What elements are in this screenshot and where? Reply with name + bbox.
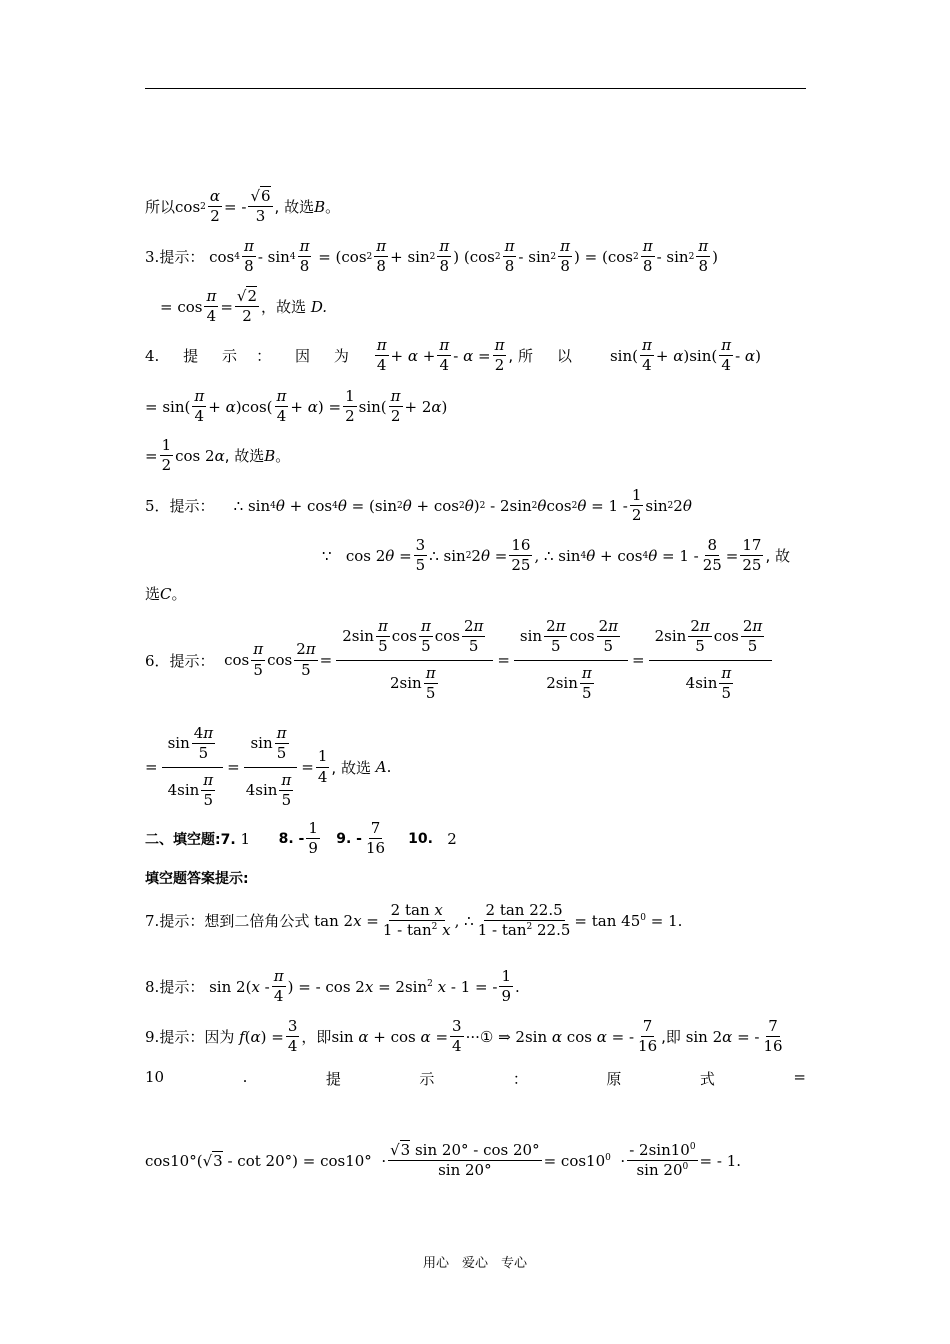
line-12: 二、填空题:7. 1 8. - $\frac{1}{9}$ 9. - $\frac{7}{16}$ 10. 2 [145, 819, 457, 858]
line-7: 5． 提示： ∴ sin 4 θ + cos 4 θ = (sin 2 θ + cos 2 θ) 2 - 2sin 2 θcos 2 θ = 1 - $\frac{1}{2}$ sin 2 2θ [145, 486, 692, 525]
line-3: = cos $\frac{\pi}{4}$ = $\frac{√2}{2}$ ，故选 D. [160, 287, 328, 326]
line-17: 10 . 提 示 ： 原 式 = [145, 1068, 806, 1088]
line-15: 8. 提示： sin 2(x - $\frac{\pi}{4}$ ) = - $\cos 2x = 2\sin^2$ x - 1 = - $\frac{1}{9}$ . [145, 967, 520, 1006]
line-8: ∵ cos 2θ = $\frac{3}{5}$ ∴ sin 2 2θ = $\frac{16}{25}$ , ∴ sin 4 θ + cos 4 θ = 1 - $\frac{8}{25}$ = $\frac{17}{25}$ , 故 [322, 536, 791, 575]
line-10: 6． 提示： cos $\frac{\pi}{5}$ cos $\frac{2\pi}{5}$ = 2sin $\frac{\pi}{5}$ cos $\frac{\pi}{5}$ cos $\frac{2\pi}{5}$ 2sin $\frac{\pi}{5}$ = sin $\frac{2\pi}{5}$ cos $\frac{2\pi}{5}$ 2sin $\frac{\pi}{5}$ = 2sin $\frac{2\pi}{5}$ cos $\frac{2\pi}{5}$ 4sin $\frac{\pi}{5}$ [145, 618, 776, 702]
line-18: cos10°(√3 - cot 20°) = cos10° · $\frac{√3 \sin 20^\circ - \cos 20^\circ}{\sin 20^\circ}$ = $\cos 10^0$ · $\frac{- 2\sin 10^0}{\sin 20^0}$ = - 1. [145, 1141, 742, 1180]
line-6: = $\frac{1}{2}$ cos 2α , 故选 B 。 [145, 436, 291, 475]
line-11: = sin $\frac{4\pi}{5}$ 4sin $\frac{\pi}{5}$ = sin $\frac{\pi}{5}$ 4sin $\frac{\pi}{5}$ = $\frac{1}{4}$ , 故选 A . [145, 724, 392, 809]
line-16: 9. 提示：因为 f(α) = $\frac{3}{4}$ ，即 sin α + cos α = $\frac{3}{4}$ ···① ⇒ 2sin α cos α = - $\frac{7}{16}$ ,即 sin 2α = - $\frac{7}{16}$ [145, 1017, 783, 1056]
line-5: = sin( $\frac{\pi}{4}$ + α)cos( $\frac{\pi}{4}$ + α) = $\frac{1}{2}$ sin( $\frac{\pi}{2}$ + 2α) [145, 387, 448, 426]
line-9: 选 C 。 [145, 584, 187, 603]
line-2: 3. 提示： cos 4 $\frac{\pi}{8}$ - sin 4 $\frac{\pi}{8}$ = (cos 2 $\frac{\pi}{8}$ + sin 2 $\frac{\pi}{8}$ ) (cos 2 $\frac{\pi}{8}$ - sin 2 $\frac{\pi}{8}$ ) = (cos 2 $\frac{\pi}{8}$ - sin 2 $\frac{\pi}{8}$ ) [145, 237, 719, 276]
line-4: 4. 提 示 ： 因 为 $\frac{\pi}{4}$ + α + $\frac{\pi}{4}$ - α = $\frac{\pi}{2}$ , 所 以 sin( $\frac{\pi}{4}$ + α)sin( $\frac{\pi}{4}$ - α) [145, 336, 761, 375]
line-1: 所以 cos 2 $\frac{\alpha}{2}$ = - $\frac{√6}{3}$ , 故选 B 。 [145, 187, 341, 226]
header-rule [145, 88, 806, 89]
page-footer: 用心 爱心 专心 [422, 1256, 527, 1271]
line-13: 填空题答案提示: [145, 871, 249, 887]
line-14: 7. 提示：想到二倍角公式 tan 2x = $\frac{\text{2 tan x}}{1 - \tan^2 x}$ , ∴ $\frac{2 \tan 22.5}{1 - \tan^2 22.5}$ = $\tan 45^0 = 1$. [145, 901, 683, 940]
